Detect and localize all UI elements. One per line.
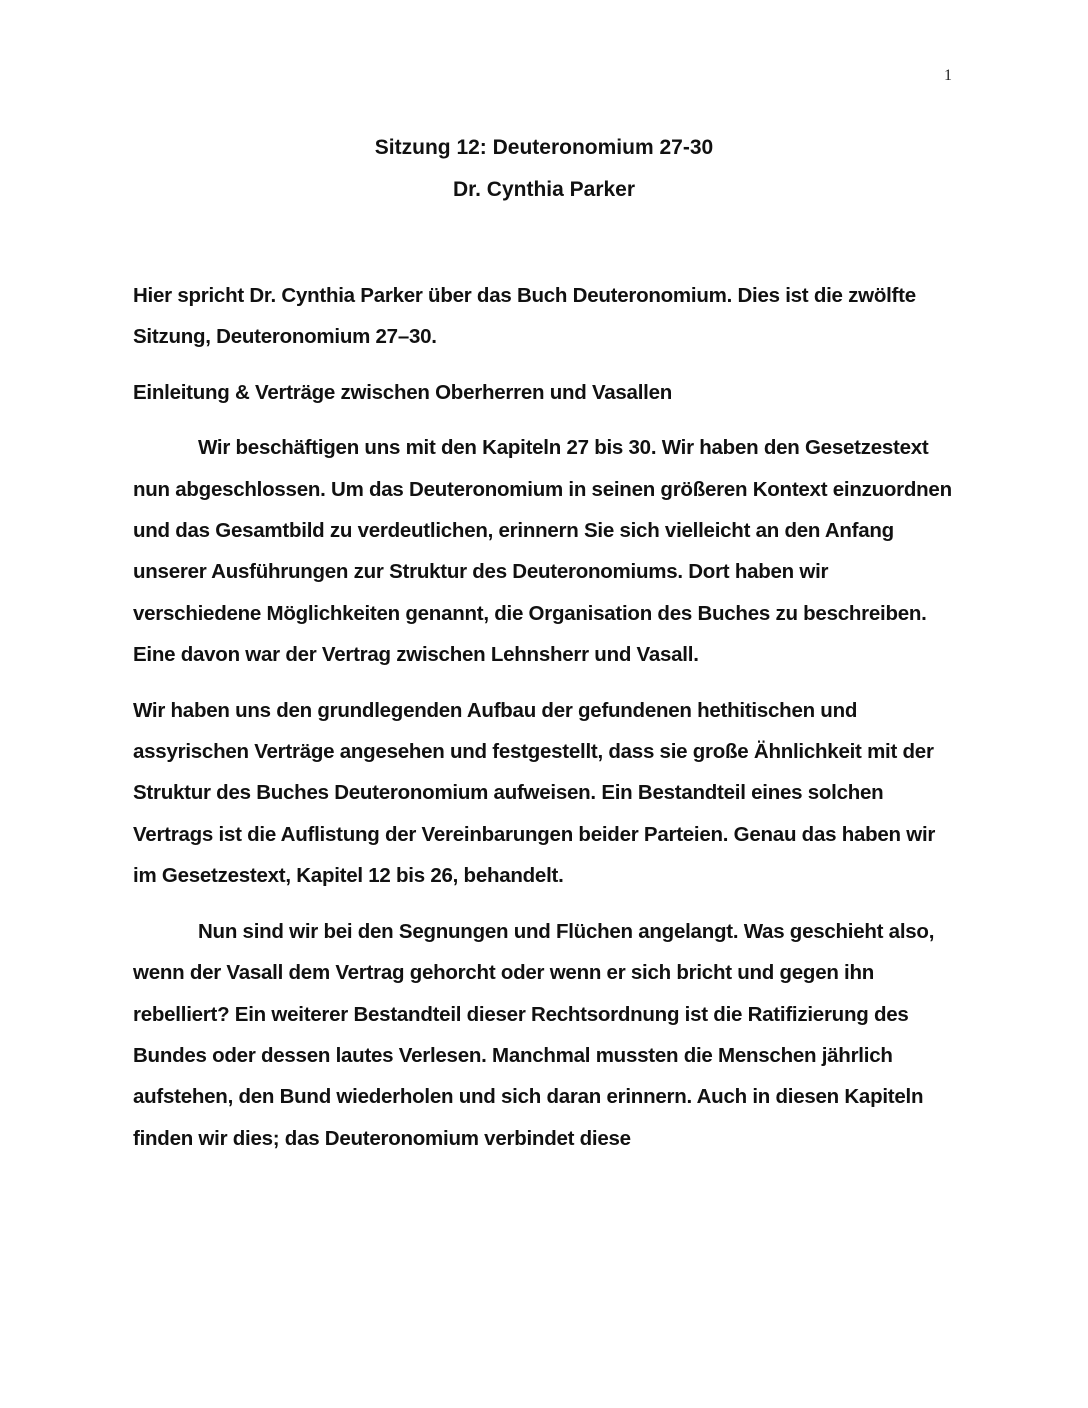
page-number: 1 bbox=[944, 67, 952, 84]
body-paragraph-3: Nun sind wir bei den Segnungen und Flüchen angelangt. Was geschieht also, wenn der Vasall dem Vertrag gehorcht oder wenn er sich bricht und gegen ihn rebelliert? Ein weiterer Bestandteil dieser Rechtsordnung ist die Ratifizierung des Bundes oder dessen lautes Verlesen. Manchmal mussten die Menschen jährlich aufstehen, den Bund wiederholen und sich daran erinnern. Auch in diesen Kapiteln finden wir dies; das Deuteronomium verbindet diese bbox=[133, 919, 935, 1150]
document-author: Dr. Cynthia Parker bbox=[452, 178, 636, 201]
title-block bbox=[0, 127, 1088, 211]
document-title: Sitzung 12: Deuteronomium 27-30 bbox=[374, 136, 714, 159]
section-heading: Einleitung & Verträge zwischen Oberherren und Vasallen bbox=[133, 380, 673, 404]
body-paragraph-2: Wir haben uns den grundlegenden Aufbau der gefundenen hethitischen und assyrischen Verträge angesehen und festgestellt, dass sie große Ähnlichkeit mit der Struktur des Buches Deuteronomium aufweisen. Ein Bestandteil eines solchen Vertrags ist die Auflistung der Vereinbarungen beider Parteien. Genau das haben wir im Gesetzestext, Kapitel 12 bis 26, behandelt. bbox=[133, 698, 936, 888]
body-paragraph-1: Wir beschäftigen uns mit den Kapiteln 27 bis 30. Wir haben den Gesetzestext nun abgeschlossen. Um das Deuteronomium in seinen größeren Kontext einzuordnen und das Gesamtbild zu verdeutlichen, erinnern Sie sich vielleicht an den Anfang unserer Ausführungen zur Struktur des Deuteronomiums. Dort haben wir verschiedene Möglichkeiten genannt, die Organisation des Buches zu beschreiben. Eine davon war der Vertrag zwischen Lehnsherr und Vasall. bbox=[133, 436, 952, 667]
document-body bbox=[133, 275, 955, 1173]
intro-paragraph: Hier spricht Dr. Cynthia Parker über das Buch Deuteronomium. Dies ist die zwölfte Sitzung, Deuteronomium 27–30. bbox=[133, 284, 916, 349]
